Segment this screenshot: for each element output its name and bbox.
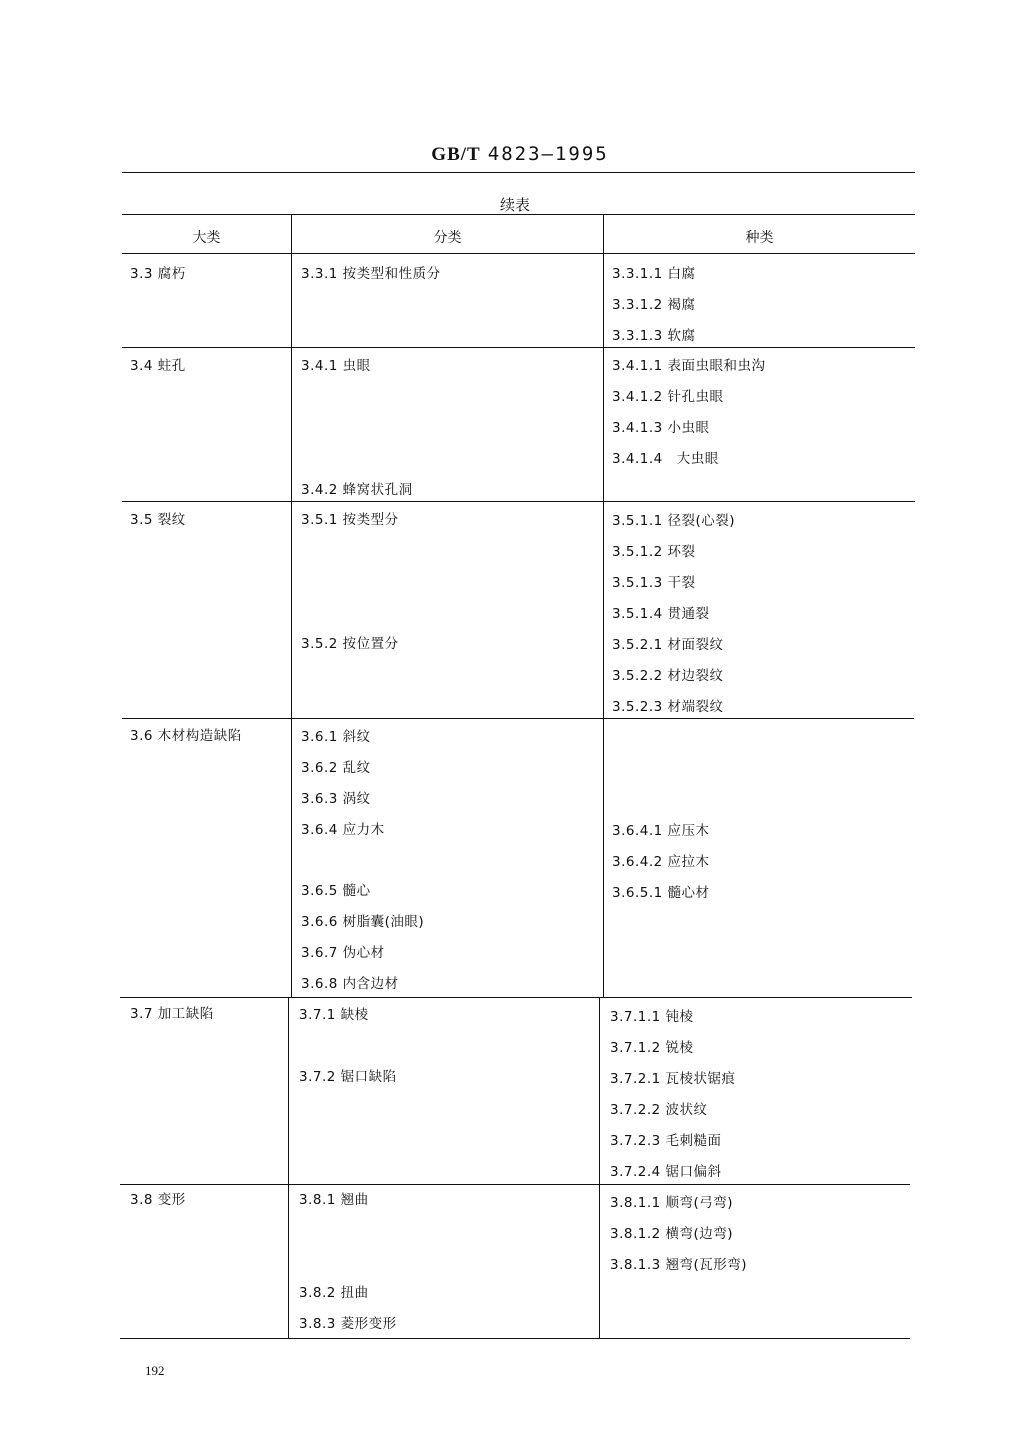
kind-cell: 3.5.1.1 径裂(心裂) — [612, 513, 736, 529]
kind-cell: 3.4.1.1 表面虫眼和虫沟 — [612, 358, 766, 374]
kind-cell: 3.8.1.3 翘弯(瓦形弯) — [610, 1257, 748, 1273]
column-header-category: 大类 — [192, 230, 221, 246]
table-caption: 续表 — [500, 196, 531, 214]
category-cell: 3.8 变形 — [130, 1192, 186, 1208]
subcategory-cell: 3.6.3 涡纹 — [301, 791, 371, 807]
table-bottom-rule — [120, 1338, 910, 1339]
kind-cell: 3.5.1.2 环裂 — [612, 544, 696, 560]
category-cell: 3.3 腐朽 — [130, 266, 186, 282]
standard-code: GB/T — [431, 144, 481, 165]
row-divider — [122, 501, 915, 502]
row-divider — [120, 997, 912, 998]
column-header-kind: 种类 — [745, 230, 774, 246]
subcategory-cell: 3.3.1 按类型和性质分 — [301, 266, 441, 282]
category-cell: 3.4 蛀孔 — [130, 358, 186, 374]
subcategory-cell: 3.8.1 翘曲 — [299, 1192, 369, 1208]
subcategory-cell: 3.6.2 乱纹 — [301, 760, 371, 776]
subcategory-cell: 3.5.2 按位置分 — [301, 636, 399, 652]
page-number: 192 — [145, 1363, 165, 1378]
subcategory-cell: 3.7.2 锯口缺陷 — [299, 1069, 397, 1085]
column-divider — [291, 214, 292, 998]
standard-number: 4823—1995 — [487, 143, 609, 165]
kind-cell: 3.5.2.3 材端裂纹 — [612, 699, 724, 715]
subcategory-cell: 3.8.2 扭曲 — [299, 1285, 369, 1301]
kind-cell: 3.5.1.3 干裂 — [612, 575, 696, 591]
kind-cell: 3.6.4.1 应压木 — [612, 823, 710, 839]
table-header-rule — [122, 253, 915, 254]
column-header-subcategory: 分类 — [433, 230, 462, 246]
kind-cell: 3.4.1.2 针孔虫眼 — [612, 389, 724, 405]
kind-cell: 3.7.1.1 钝棱 — [610, 1009, 694, 1025]
subcategory-cell: 3.8.3 菱形变形 — [299, 1316, 397, 1332]
kind-cell: 3.4.1.4 大虫眼 — [612, 451, 719, 467]
kind-cell: 3.7.2.2 波状纹 — [610, 1102, 708, 1118]
subcategory-cell: 3.6.7 伪心材 — [301, 945, 385, 961]
table-top-rule — [122, 214, 915, 215]
kind-cell: 3.4.1.3 小虫眼 — [612, 420, 710, 436]
kind-cell: 3.6.4.2 应拉木 — [612, 854, 710, 870]
kind-cell: 3.3.1.2 褐腐 — [612, 297, 696, 313]
kind-cell: 3.3.1.1 白腐 — [612, 266, 696, 282]
column-divider — [603, 214, 604, 998]
subcategory-cell: 3.6.5 髓心 — [301, 883, 371, 899]
kind-cell: 3.5.2.1 材面裂纹 — [612, 637, 724, 653]
subcategory-cell: 3.6.6 树脂囊(油眼) — [301, 914, 425, 930]
row-divider — [122, 718, 914, 719]
standard-header — [0, 143, 1024, 166]
kind-cell: 3.3.1.3 软腐 — [612, 328, 696, 344]
kind-cell: 3.7.2.4 锯口偏斜 — [610, 1164, 722, 1180]
subcategory-cell: 3.7.1 缺棱 — [299, 1007, 369, 1023]
kind-cell: 3.8.1.2 横弯(边弯) — [610, 1226, 734, 1242]
category-cell: 3.5 裂纹 — [130, 512, 186, 528]
category-cell: 3.7 加工缺陷 — [130, 1006, 214, 1022]
row-divider — [120, 1184, 910, 1185]
category-cell: 3.6 木材构造缺陷 — [130, 728, 242, 744]
subcategory-cell: 3.6.4 应力木 — [301, 822, 385, 838]
subcategory-cell: 3.5.1 按类型分 — [301, 512, 399, 528]
column-divider — [288, 997, 289, 1339]
kind-cell: 3.7.1.2 锐棱 — [610, 1040, 694, 1056]
kind-cell: 3.7.2.3 毛刺糙面 — [610, 1133, 722, 1149]
kind-cell: 3.7.2.1 瓦棱状锯痕 — [610, 1071, 736, 1087]
subcategory-cell: 3.4.2 蜂窝状孔洞 — [301, 482, 413, 498]
subcategory-cell: 3.6.8 内含边材 — [301, 976, 399, 992]
column-divider — [599, 997, 600, 1339]
kind-cell: 3.5.2.2 材边裂纹 — [612, 668, 724, 684]
kind-cell: 3.6.5.1 髓心材 — [612, 885, 710, 901]
kind-cell: 3.8.1.1 顺弯(弓弯) — [610, 1195, 734, 1211]
row-divider — [122, 347, 915, 348]
kind-cell: 3.5.1.4 贯通裂 — [612, 606, 710, 622]
subcategory-cell: 3.4.1 虫眼 — [301, 358, 371, 374]
header-rule — [122, 172, 915, 173]
subcategory-cell: 3.6.1 斜纹 — [301, 729, 371, 745]
